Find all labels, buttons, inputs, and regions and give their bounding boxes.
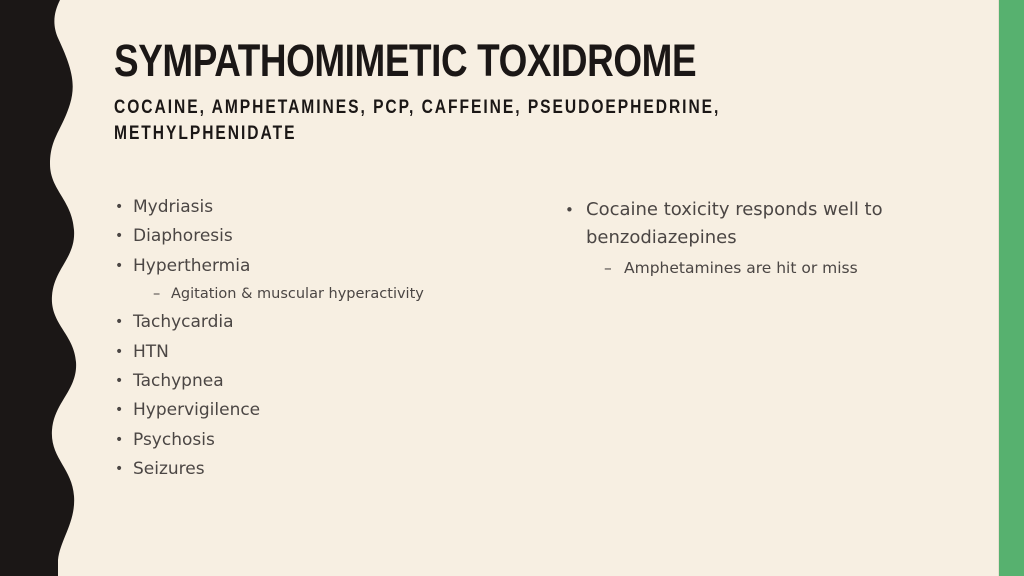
slide-title: SYMPATHOMIMETIC TOXIDROME xyxy=(114,35,697,86)
list-item: • Cocaine toxicity responds well to benzodiazepines xyxy=(565,196,945,252)
slide-subtitle: COCAINE, AMPHETAMINES, PCP, CAFFEINE, PSEUDOEPHEDRINE, METHYLPHENIDATE xyxy=(114,97,721,144)
sub-list-item: – Amphetamines are hit or miss xyxy=(565,255,945,281)
left-content-column xyxy=(114,193,514,485)
accent-side-bar xyxy=(999,0,1024,576)
treatment-list xyxy=(565,196,945,281)
list-item: • Tachycardia xyxy=(114,308,514,337)
list-item: • Hyperthermia xyxy=(114,252,514,281)
decorative-wave-bar xyxy=(0,0,90,576)
list-item: • Diaphoresis xyxy=(114,222,514,251)
sub-list-item: – Agitation & muscular hyperactivity xyxy=(114,281,514,308)
accent-edge-line xyxy=(998,0,999,576)
list-item: • Tachypnea xyxy=(114,367,514,396)
list-item: • Hypervigilence xyxy=(114,396,514,425)
list-item: • Mydriasis xyxy=(114,193,514,222)
list-item: • Psychosis xyxy=(114,426,514,455)
list-item: • Seizures xyxy=(114,455,514,484)
list-item: • HTN xyxy=(114,338,514,367)
right-content-column xyxy=(565,196,945,281)
symptom-list xyxy=(114,193,514,485)
